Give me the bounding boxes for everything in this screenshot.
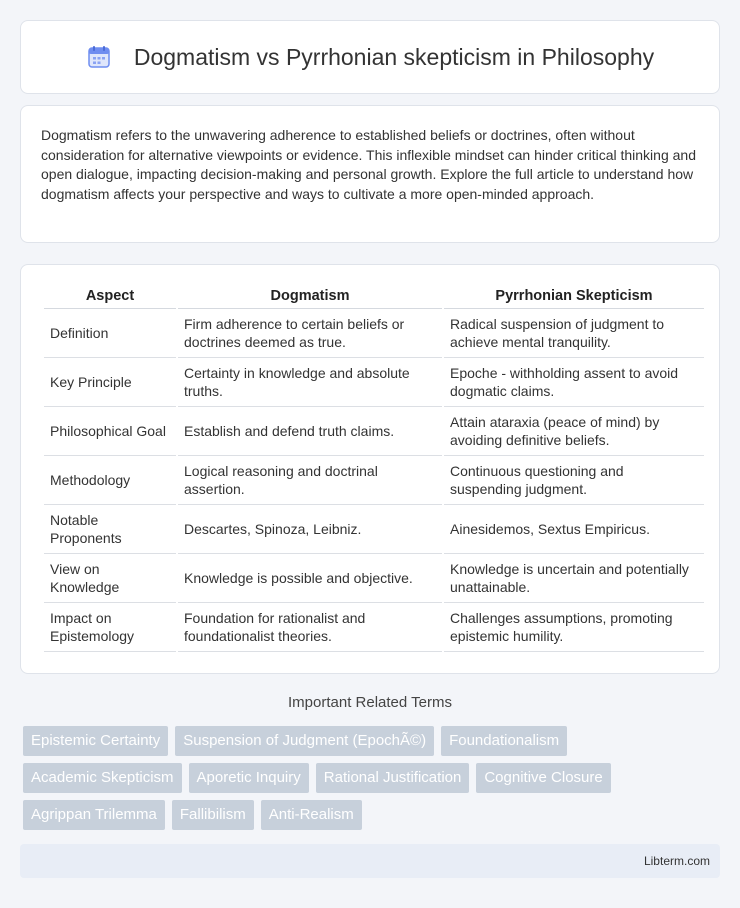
cell-dogmatism: Logical reasoning and doctrinal assertion. [178,456,442,505]
tag-row [23,800,723,830]
tag-rational-justification[interactable]: Rational Justification [316,763,470,793]
cell-dogmatism: Firm adherence to certain beliefs or doctrines deemed as true. [178,309,442,358]
tag-epistemic-certainty[interactable]: Epistemic Certainty [23,726,168,756]
cell-dogmatism: Foundation for rationalist and foundationalist theories. [178,603,442,652]
header-pyrrhonian: Pyrrhonian Skepticism [444,283,704,309]
cell-pyrrhonian: Continuous questioning and suspending judgment. [444,456,704,505]
table-row [44,309,704,358]
cell-pyrrhonian: Attain ataraxia (peace of mind) by avoiding definitive beliefs. [444,407,704,456]
table-row [44,358,704,407]
header-aspect: Aspect [44,283,176,309]
cell-aspect: Philosophical Goal [44,407,176,456]
cell-aspect: Notable Proponents [44,505,176,554]
tag-agrippan-trilemma[interactable]: Agrippan Trilemma [23,800,165,830]
title-card [20,20,720,94]
table-row [44,554,704,603]
comparison-table [42,283,706,652]
table-row [44,603,704,652]
cell-pyrrhonian: Ainesidemos, Sextus Empiricus. [444,505,704,554]
table-header-row [44,283,704,309]
cell-dogmatism: Descartes, Spinoza, Leibniz. [178,505,442,554]
cell-dogmatism: Knowledge is possible and objective. [178,554,442,603]
header-dogmatism: Dogmatism [178,283,442,309]
footer-brand[interactable]: Libterm.com [643,854,710,868]
footer [20,844,720,878]
comparison-table-card [20,264,720,674]
cell-aspect: View on Knowledge [44,554,176,603]
tag-row [23,726,723,756]
table-row [44,407,704,456]
cell-dogmatism: Establish and defend truth claims. [178,407,442,456]
tag-aporetic-inquiry[interactable]: Aporetic Inquiry [189,763,309,793]
cell-aspect: Definition [44,309,176,358]
related-terms-title: Important Related Terms [288,694,452,711]
cell-pyrrhonian: Challenges assumptions, promoting epistemic humility. [444,603,704,652]
page-title: Dogmatism vs Pyrrhonian skepticism in Philosophy [133,43,655,70]
tag-anti-realism[interactable]: Anti-Realism [261,800,362,830]
tag-cognitive-closure[interactable]: Cognitive Closure [476,763,610,793]
cell-aspect: Methodology [44,456,176,505]
intro-card [20,105,720,243]
tag-row [23,763,723,793]
tag-fallibilism[interactable]: Fallibilism [172,800,254,830]
calendar-icon [86,44,112,70]
tag-foundationalism[interactable]: Foundationalism [441,726,567,756]
table-row [44,505,704,554]
related-terms-tags [23,726,723,837]
cell-pyrrhonian: Epoche - withholding assent to avoid dogmatic claims. [444,358,704,407]
cell-dogmatism: Certainty in knowledge and absolute truths. [178,358,442,407]
cell-pyrrhonian: Knowledge is uncertain and potentially unattainable. [444,554,704,603]
cell-aspect: Key Principle [44,358,176,407]
cell-pyrrhonian: Radical suspension of judgment to achieve mental tranquility. [444,309,704,358]
cell-aspect: Impact on Epistemology [44,603,176,652]
intro-text: Dogmatism refers to the unwavering adherence to established beliefs or doctrines, often without consideration for alternative viewpoints or evidence. This inflexible mindset can hinder critical thinking and open dialogue, impacting decision-making and personal growth. Explore the full article to understand how dogmatism affects your perspective and ways to cultivate a more open-minded approach. [41,127,696,202]
tag-academic-skepticism[interactable]: Academic Skepticism [23,763,182,793]
tag-suspension-of-judgment[interactable]: Suspension of Judgment (EpochÃ©) [175,726,434,756]
table-row [44,456,704,505]
